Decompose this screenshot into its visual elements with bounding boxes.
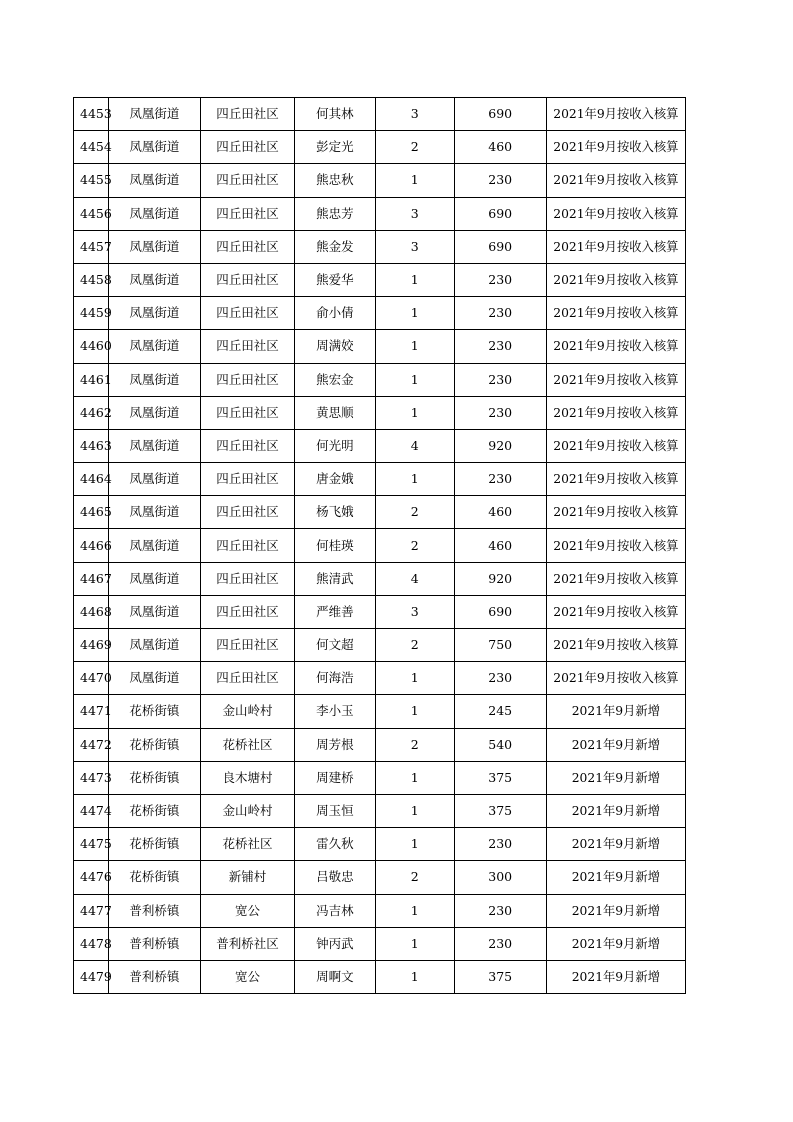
note-cell: 2021年9月按收入核算 — [546, 263, 685, 296]
town-cell: 凤凰街道 — [108, 263, 200, 296]
note-cell: 2021年9月按收入核算 — [546, 496, 685, 529]
amount-cell: 540 — [454, 728, 546, 761]
note-cell: 2021年9月按收入核算 — [546, 529, 685, 562]
household-count-cell: 1 — [375, 363, 454, 396]
name-cell: 周啊文 — [295, 960, 376, 993]
community-cell: 四丘田社区 — [200, 496, 294, 529]
name-cell: 何文超 — [295, 629, 376, 662]
serial-number-cell: 4462 — [74, 396, 109, 429]
table-row — [74, 263, 686, 296]
community-cell: 良木塘村 — [200, 761, 294, 794]
serial-number-cell: 4476 — [74, 861, 109, 894]
household-count-cell: 1 — [375, 330, 454, 363]
table-row — [74, 98, 686, 131]
town-cell: 普利桥镇 — [108, 960, 200, 993]
household-count-cell: 1 — [375, 662, 454, 695]
town-cell: 凤凰街道 — [108, 529, 200, 562]
serial-number-cell: 4453 — [74, 98, 109, 131]
community-cell: 四丘田社区 — [200, 230, 294, 263]
community-cell: 四丘田社区 — [200, 595, 294, 628]
table-body — [74, 98, 686, 994]
community-cell: 四丘田社区 — [200, 263, 294, 296]
serial-number-cell: 4460 — [74, 330, 109, 363]
household-count-cell: 3 — [375, 98, 454, 131]
household-count-cell: 1 — [375, 894, 454, 927]
name-cell: 何海浩 — [295, 662, 376, 695]
name-cell: 唐金娥 — [295, 463, 376, 496]
serial-number-cell: 4464 — [74, 463, 109, 496]
household-count-cell: 1 — [375, 263, 454, 296]
community-cell: 宽公 — [200, 894, 294, 927]
serial-number-cell: 4475 — [74, 828, 109, 861]
town-cell: 凤凰街道 — [108, 595, 200, 628]
town-cell: 凤凰街道 — [108, 662, 200, 695]
note-cell: 2021年9月按收入核算 — [546, 429, 685, 462]
town-cell: 凤凰街道 — [108, 98, 200, 131]
household-count-cell: 1 — [375, 761, 454, 794]
serial-number-cell: 4467 — [74, 562, 109, 595]
town-cell: 普利桥镇 — [108, 927, 200, 960]
serial-number-cell: 4473 — [74, 761, 109, 794]
amount-cell: 230 — [454, 297, 546, 330]
amount-cell: 230 — [454, 164, 546, 197]
household-count-cell: 3 — [375, 197, 454, 230]
amount-cell: 230 — [454, 363, 546, 396]
table-row — [74, 230, 686, 263]
serial-number-cell: 4456 — [74, 197, 109, 230]
town-cell: 花桥街镇 — [108, 761, 200, 794]
table-row — [74, 629, 686, 662]
amount-cell: 920 — [454, 429, 546, 462]
table-row — [74, 463, 686, 496]
amount-cell: 230 — [454, 330, 546, 363]
note-cell: 2021年9月新增 — [546, 960, 685, 993]
note-cell: 2021年9月新增 — [546, 894, 685, 927]
community-cell: 新铺村 — [200, 861, 294, 894]
amount-cell: 920 — [454, 562, 546, 595]
amount-cell: 750 — [454, 629, 546, 662]
community-cell: 四丘田社区 — [200, 363, 294, 396]
town-cell: 花桥街镇 — [108, 794, 200, 827]
name-cell: 严维善 — [295, 595, 376, 628]
community-cell: 四丘田社区 — [200, 98, 294, 131]
serial-number-cell: 4477 — [74, 894, 109, 927]
town-cell: 花桥街镇 — [108, 828, 200, 861]
household-count-cell: 1 — [375, 463, 454, 496]
note-cell: 2021年9月按收入核算 — [546, 297, 685, 330]
town-cell: 凤凰街道 — [108, 197, 200, 230]
household-count-cell: 2 — [375, 131, 454, 164]
table-row — [74, 728, 686, 761]
household-count-cell: 2 — [375, 728, 454, 761]
amount-cell: 460 — [454, 496, 546, 529]
note-cell: 2021年9月按收入核算 — [546, 629, 685, 662]
amount-cell: 690 — [454, 595, 546, 628]
town-cell: 花桥街镇 — [108, 861, 200, 894]
serial-number-cell: 4468 — [74, 595, 109, 628]
community-cell: 花桥社区 — [200, 728, 294, 761]
note-cell: 2021年9月按收入核算 — [546, 131, 685, 164]
household-count-cell: 2 — [375, 629, 454, 662]
community-cell: 四丘田社区 — [200, 429, 294, 462]
serial-number-cell: 4458 — [74, 263, 109, 296]
serial-number-cell: 4454 — [74, 131, 109, 164]
amount-cell: 375 — [454, 794, 546, 827]
household-count-cell: 1 — [375, 960, 454, 993]
household-count-cell: 2 — [375, 861, 454, 894]
town-cell: 凤凰街道 — [108, 230, 200, 263]
table-row — [74, 794, 686, 827]
note-cell: 2021年9月按收入核算 — [546, 662, 685, 695]
table-row — [74, 960, 686, 993]
name-cell: 雷久秋 — [295, 828, 376, 861]
name-cell: 熊金发 — [295, 230, 376, 263]
community-cell: 四丘田社区 — [200, 463, 294, 496]
town-cell: 凤凰街道 — [108, 562, 200, 595]
amount-cell: 690 — [454, 230, 546, 263]
name-cell: 何其林 — [295, 98, 376, 131]
community-cell: 四丘田社区 — [200, 562, 294, 595]
community-cell: 宽公 — [200, 960, 294, 993]
note-cell: 2021年9月新增 — [546, 828, 685, 861]
household-count-cell: 1 — [375, 164, 454, 197]
note-cell: 2021年9月新增 — [546, 761, 685, 794]
amount-cell: 460 — [454, 131, 546, 164]
amount-cell: 230 — [454, 662, 546, 695]
household-count-cell: 2 — [375, 496, 454, 529]
name-cell: 周芳根 — [295, 728, 376, 761]
amount-cell: 230 — [454, 927, 546, 960]
name-cell: 杨飞娥 — [295, 496, 376, 529]
community-cell: 四丘田社区 — [200, 662, 294, 695]
household-count-cell: 4 — [375, 562, 454, 595]
town-cell: 凤凰街道 — [108, 629, 200, 662]
household-count-cell: 2 — [375, 529, 454, 562]
table-row — [74, 164, 686, 197]
serial-number-cell: 4479 — [74, 960, 109, 993]
town-cell: 凤凰街道 — [108, 396, 200, 429]
name-cell: 熊爱华 — [295, 263, 376, 296]
name-cell: 周建桥 — [295, 761, 376, 794]
serial-number-cell: 4461 — [74, 363, 109, 396]
household-count-cell: 1 — [375, 297, 454, 330]
table-row — [74, 131, 686, 164]
household-count-cell: 1 — [375, 396, 454, 429]
community-cell: 四丘田社区 — [200, 629, 294, 662]
household-count-cell: 3 — [375, 595, 454, 628]
table-row — [74, 562, 686, 595]
town-cell: 凤凰街道 — [108, 496, 200, 529]
town-cell: 凤凰街道 — [108, 363, 200, 396]
serial-number-cell: 4455 — [74, 164, 109, 197]
community-cell: 普利桥社区 — [200, 927, 294, 960]
serial-number-cell: 4478 — [74, 927, 109, 960]
table-row — [74, 197, 686, 230]
serial-number-cell: 4465 — [74, 496, 109, 529]
table-row — [74, 894, 686, 927]
town-cell: 花桥街镇 — [108, 695, 200, 728]
serial-number-cell: 4466 — [74, 529, 109, 562]
community-cell: 四丘田社区 — [200, 330, 294, 363]
note-cell: 2021年9月按收入核算 — [546, 562, 685, 595]
serial-number-cell: 4463 — [74, 429, 109, 462]
amount-cell: 375 — [454, 761, 546, 794]
name-cell: 熊忠芳 — [295, 197, 376, 230]
table-row — [74, 297, 686, 330]
amount-cell: 230 — [454, 396, 546, 429]
town-cell: 普利桥镇 — [108, 894, 200, 927]
amount-cell: 690 — [454, 197, 546, 230]
note-cell: 2021年9月按收入核算 — [546, 396, 685, 429]
name-cell: 熊宏金 — [295, 363, 376, 396]
town-cell: 凤凰街道 — [108, 131, 200, 164]
table-row — [74, 595, 686, 628]
community-cell: 四丘田社区 — [200, 297, 294, 330]
data-table — [73, 97, 686, 994]
community-cell: 四丘田社区 — [200, 131, 294, 164]
table-row — [74, 662, 686, 695]
name-cell: 彭定光 — [295, 131, 376, 164]
note-cell: 2021年9月按收入核算 — [546, 595, 685, 628]
note-cell: 2021年9月新增 — [546, 927, 685, 960]
serial-number-cell: 4457 — [74, 230, 109, 263]
amount-cell: 245 — [454, 695, 546, 728]
serial-number-cell: 4469 — [74, 629, 109, 662]
household-count-cell: 1 — [375, 695, 454, 728]
name-cell: 黄思顺 — [295, 396, 376, 429]
household-count-cell: 1 — [375, 927, 454, 960]
amount-cell: 300 — [454, 861, 546, 894]
household-count-cell: 1 — [375, 828, 454, 861]
name-cell: 李小玉 — [295, 695, 376, 728]
household-count-cell: 1 — [375, 794, 454, 827]
note-cell: 2021年9月新增 — [546, 861, 685, 894]
amount-cell: 460 — [454, 529, 546, 562]
community-cell: 四丘田社区 — [200, 164, 294, 197]
community-cell: 金山岭村 — [200, 794, 294, 827]
community-cell: 四丘田社区 — [200, 197, 294, 230]
amount-cell: 230 — [454, 263, 546, 296]
name-cell: 周满姣 — [295, 330, 376, 363]
name-cell: 俞小倩 — [295, 297, 376, 330]
amount-cell: 375 — [454, 960, 546, 993]
note-cell: 2021年9月按收入核算 — [546, 197, 685, 230]
table-row — [74, 496, 686, 529]
household-count-cell: 3 — [375, 230, 454, 263]
community-cell: 四丘田社区 — [200, 529, 294, 562]
community-cell: 金山岭村 — [200, 695, 294, 728]
name-cell: 吕敬忠 — [295, 861, 376, 894]
note-cell: 2021年9月新增 — [546, 728, 685, 761]
name-cell: 何桂瑛 — [295, 529, 376, 562]
town-cell: 花桥街镇 — [108, 728, 200, 761]
note-cell: 2021年9月按收入核算 — [546, 463, 685, 496]
note-cell: 2021年9月新增 — [546, 794, 685, 827]
serial-number-cell: 4459 — [74, 297, 109, 330]
name-cell: 何光明 — [295, 429, 376, 462]
town-cell: 凤凰街道 — [108, 463, 200, 496]
table-row — [74, 429, 686, 462]
note-cell: 2021年9月按收入核算 — [546, 230, 685, 263]
community-cell: 花桥社区 — [200, 828, 294, 861]
table-row — [74, 828, 686, 861]
town-cell: 凤凰街道 — [108, 429, 200, 462]
table-row — [74, 927, 686, 960]
amount-cell: 690 — [454, 98, 546, 131]
household-count-cell: 4 — [375, 429, 454, 462]
note-cell: 2021年9月按收入核算 — [546, 98, 685, 131]
town-cell: 凤凰街道 — [108, 164, 200, 197]
town-cell: 凤凰街道 — [108, 330, 200, 363]
table-row — [74, 363, 686, 396]
amount-cell: 230 — [454, 463, 546, 496]
table-row — [74, 529, 686, 562]
name-cell: 冯吉林 — [295, 894, 376, 927]
table-row — [74, 761, 686, 794]
serial-number-cell: 4472 — [74, 728, 109, 761]
name-cell: 熊忠秋 — [295, 164, 376, 197]
amount-cell: 230 — [454, 894, 546, 927]
note-cell: 2021年9月新增 — [546, 695, 685, 728]
note-cell: 2021年9月按收入核算 — [546, 363, 685, 396]
note-cell: 2021年9月按收入核算 — [546, 164, 685, 197]
serial-number-cell: 4470 — [74, 662, 109, 695]
community-cell: 四丘田社区 — [200, 396, 294, 429]
note-cell: 2021年9月按收入核算 — [546, 330, 685, 363]
table-row — [74, 695, 686, 728]
table-row — [74, 861, 686, 894]
town-cell: 凤凰街道 — [108, 297, 200, 330]
name-cell: 周玉恒 — [295, 794, 376, 827]
name-cell: 钟丙武 — [295, 927, 376, 960]
table-row — [74, 396, 686, 429]
serial-number-cell: 4471 — [74, 695, 109, 728]
name-cell: 熊清武 — [295, 562, 376, 595]
serial-number-cell: 4474 — [74, 794, 109, 827]
amount-cell: 230 — [454, 828, 546, 861]
table-row — [74, 330, 686, 363]
